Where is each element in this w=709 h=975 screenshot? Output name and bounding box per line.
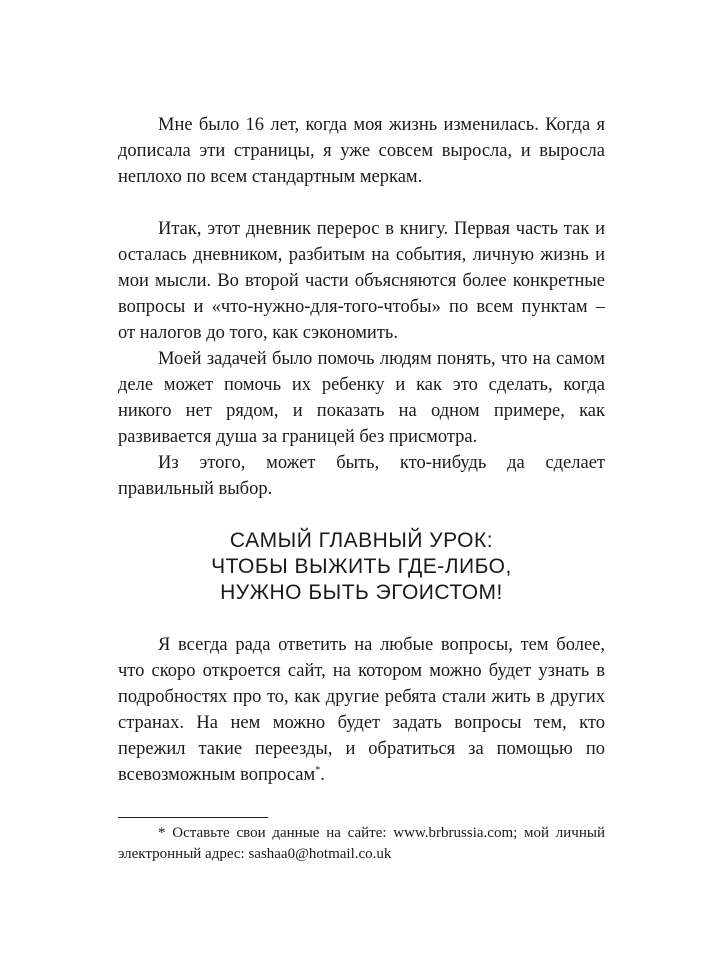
paragraph-questions: Я всегда рада ответить на любые вопросы, тем более, что скоро откроется сайт, на котором можно будет узнать в подробностях про то, как другие ребята стали жить в других странах. На нем можно будет задать вопросы тем, кто пережил такие переезды, и обратиться за помощью по всевозможным вопросам*. xyxy=(118,635,605,785)
page-body xyxy=(118,112,605,788)
footnote-divider xyxy=(118,817,268,818)
paragraph-choice: Из этого, может быть, кто-нибудь да сделает правильный выбор. xyxy=(118,453,605,499)
lesson-heading-line-1: САМЫЙ ГЛАВНЫЙ УРОК: xyxy=(229,529,494,552)
paragraph-questions-text: Я всегда рада ответить на любые вопросы, тем более, что скоро откроется сайт, на котором можно будет узнать в подробностях про то, как другие ребята стали жить в других странах. На нем можно будет задать вопросы тем, кто пережил такие переезды, и обратиться за помощью по всевозможным вопросам xyxy=(118,635,605,785)
lesson-heading-line-2: ЧТОБЫ ВЫЖИТЬ ГДЕ-ЛИБО, xyxy=(211,555,512,578)
lesson-heading xyxy=(118,528,605,606)
paragraph-book: Итак, этот дневник перерос в книгу. Первая часть так и осталась дневником, разбитым на события, личную жизнь и мои мысли. Во второй части объясняются более конкретные вопросы и «что-нужно-для-того-чтобы» по всем пунктам – от налогов до того, как сэкономить. xyxy=(118,219,605,343)
footnote-marker: * xyxy=(315,764,321,776)
lesson-heading-line-3: НУЖНО БЫТЬ ЭГОИСТОМ! xyxy=(220,581,503,604)
paragraph-intro: Мне было 16 лет, когда моя жизнь изменилась. Когда я дописала эти страницы, я уже совсем выросла, и выросла неплохо по всем стандартным меркам. xyxy=(118,115,605,187)
paragraph-goal: Моей задачей было помочь людям понять, что на самом деле может помочь их ребенку и как это сделать, когда никого нет рядом, и показать на одном примере, как развивается душа за границей без присмотра. xyxy=(118,349,605,447)
footnote: * Оставьте свои данные на сайте: www.brbrussia.com; мой личный электронный адрес: sashaa0@hotmail.co.uk xyxy=(118,825,605,862)
